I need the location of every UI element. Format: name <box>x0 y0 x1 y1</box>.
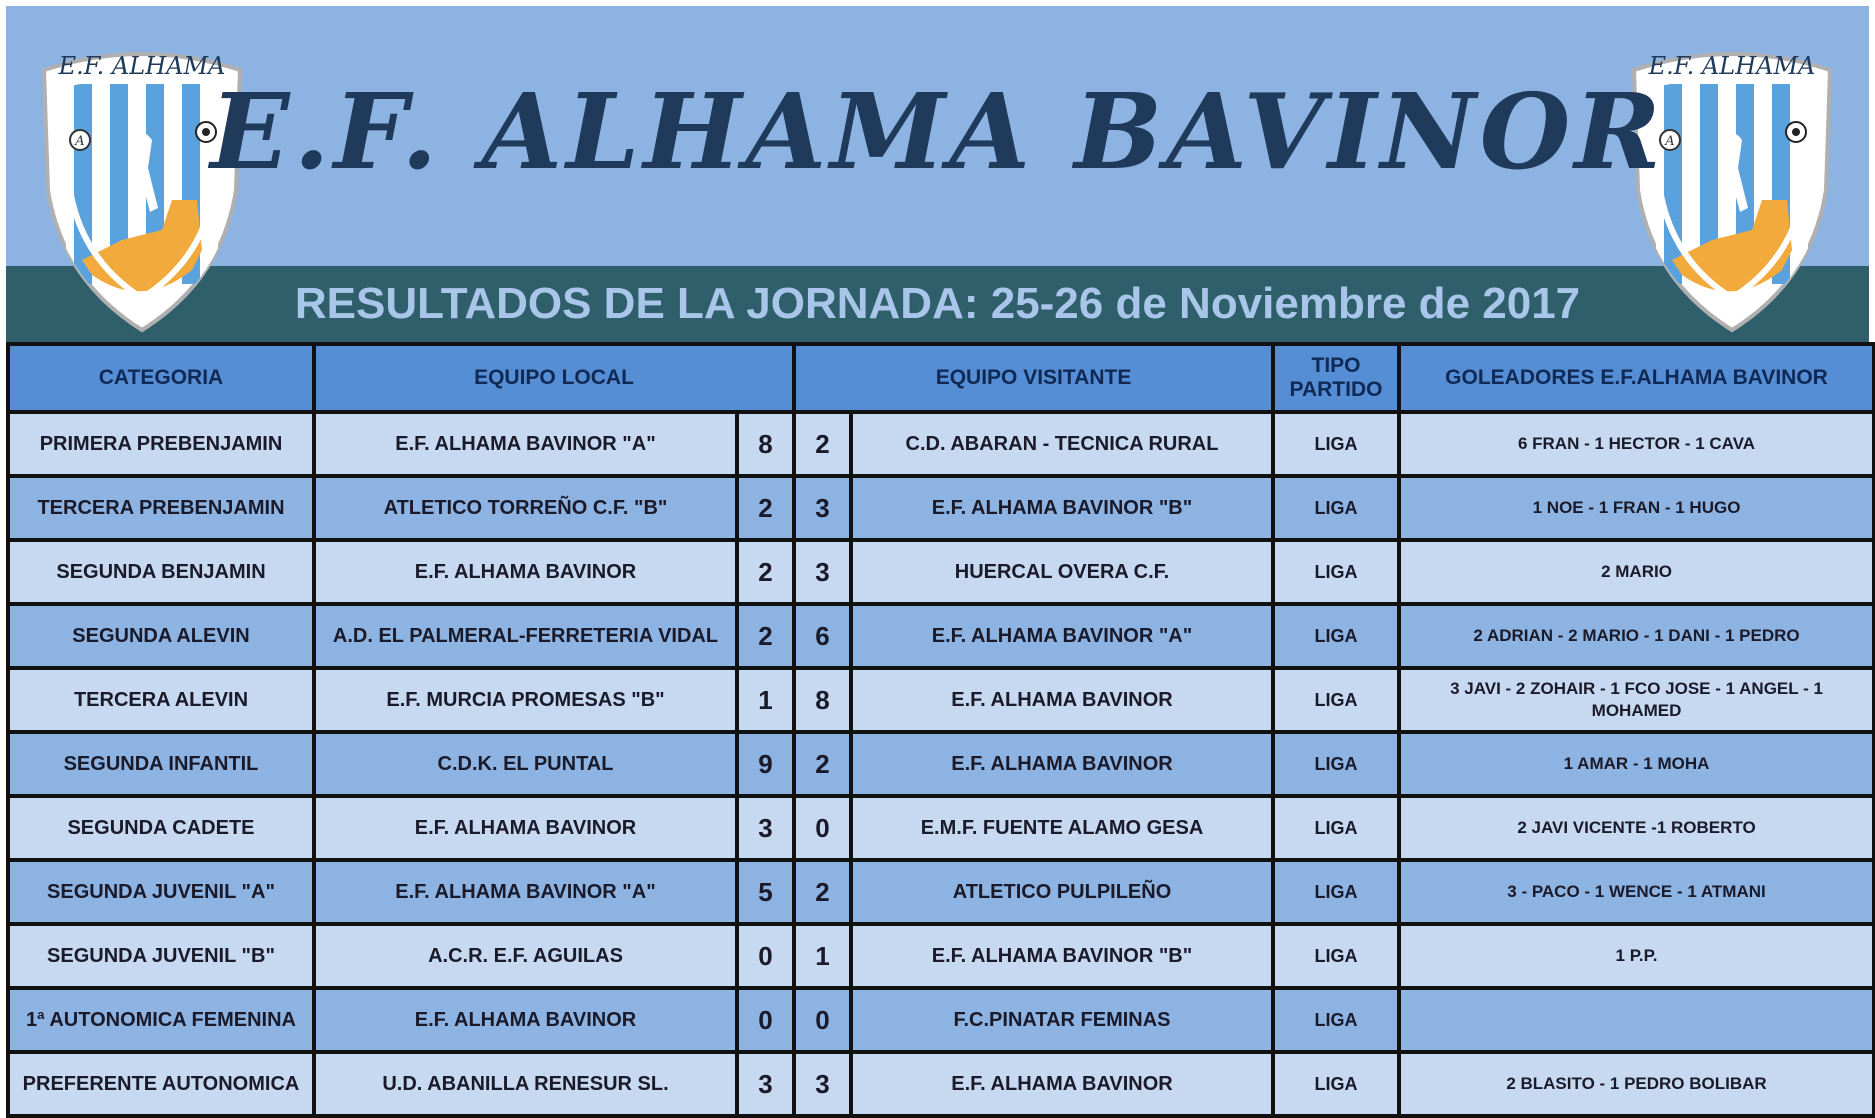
match-categoria: TERCERA ALEVIN <box>8 668 314 732</box>
match-local-team: E.F. ALHAMA BAVINOR "A" <box>314 860 737 924</box>
svg-text:A: A <box>75 134 85 149</box>
match-scorers: 1 AMAR - 1 MOHA <box>1399 732 1874 796</box>
match-local-team: A.C.R. E.F. AGUILAS <box>314 924 737 988</box>
match-scorers: 2 JAVI VICENTE -1 ROBERTO <box>1399 796 1874 860</box>
match-away-goals: 3 <box>794 1052 851 1116</box>
match-row <box>8 924 1874 988</box>
col-header-tipo-line1: TIPO <box>1311 354 1361 377</box>
match-type: LIGA <box>1273 924 1399 988</box>
match-local-goals: 0 <box>737 924 794 988</box>
svg-text:E.F. ALHAMA: E.F. ALHAMA <box>1648 52 1816 80</box>
match-categoria: SEGUNDA JUVENIL "A" <box>8 860 314 924</box>
match-away-team: ATLETICO PULPILEÑO <box>851 860 1273 924</box>
match-local-team: U.D. ABANILLA RENESUR SL. <box>314 1052 737 1116</box>
match-categoria: SEGUNDA ALEVIN <box>8 604 314 668</box>
match-away-team: E.F. ALHAMA BAVINOR "B" <box>851 476 1273 540</box>
match-row <box>8 732 1874 796</box>
match-categoria: SEGUNDA CADETE <box>8 796 314 860</box>
match-local-goals: 9 <box>737 732 794 796</box>
match-row <box>8 412 1874 476</box>
match-away-team: E.F. ALHAMA BAVINOR "A" <box>851 604 1273 668</box>
match-local-team: C.D.K. EL PUNTAL <box>314 732 737 796</box>
matchday-subtitle: RESULTADOS DE LA JORNADA: 25-26 de Noviembre de 2017 <box>294 279 1581 328</box>
match-type: LIGA <box>1273 988 1399 1052</box>
match-categoria: SEGUNDA BENJAMIN <box>8 540 314 604</box>
col-header-tipo <box>1273 344 1399 412</box>
match-away-goals: 3 <box>794 476 851 540</box>
match-away-goals: 2 <box>794 860 851 924</box>
col-header-goleadores: GOLEADORES E.F.ALHAMA BAVINOR <box>1399 344 1874 412</box>
col-header-visitante: EQUIPO VISITANTE <box>794 344 1273 412</box>
col-header-categoria: CATEGORIA <box>8 344 314 412</box>
match-scorers: 3 - PACO - 1 WENCE - 1 ATMANI <box>1399 860 1874 924</box>
match-scorers: 3 JAVI - 2 ZOHAIR - 1 FCO JOSE - 1 ANGEL - 1 MOHAMED <box>1399 668 1874 732</box>
match-away-team: E.F. ALHAMA BAVINOR <box>851 1052 1273 1116</box>
match-type: LIGA <box>1273 604 1399 668</box>
results-body <box>8 412 1874 1116</box>
match-local-team: E.F. ALHAMA BAVINOR <box>314 988 737 1052</box>
match-away-goals: 2 <box>794 732 851 796</box>
match-categoria: PREFERENTE AUTONOMICA <box>8 1052 314 1116</box>
match-row <box>8 1052 1874 1116</box>
match-row <box>8 476 1874 540</box>
match-local-goals: 2 <box>737 476 794 540</box>
match-local-goals: 3 <box>737 796 794 860</box>
svg-text:E.F. ALHAMA: E.F. ALHAMA <box>58 52 226 80</box>
match-row <box>8 668 1874 732</box>
match-local-goals: 5 <box>737 860 794 924</box>
match-row <box>8 988 1874 1052</box>
match-local-goals: 8 <box>737 412 794 476</box>
match-away-goals: 3 <box>794 540 851 604</box>
match-away-goals: 2 <box>794 412 851 476</box>
match-categoria: SEGUNDA INFANTIL <box>8 732 314 796</box>
match-type: LIGA <box>1273 540 1399 604</box>
page-title: E.F. ALHAMA BAVINOR <box>210 70 1665 193</box>
match-local-team: E.F. ALHAMA BAVINOR <box>314 796 737 860</box>
match-categoria: TERCERA PREBENJAMIN <box>8 476 314 540</box>
match-local-goals: 2 <box>737 540 794 604</box>
match-local-team: E.F. ALHAMA BAVINOR <box>314 540 737 604</box>
match-categoria: SEGUNDA JUVENIL "B" <box>8 924 314 988</box>
match-scorers: 1 P.P. <box>1399 924 1874 988</box>
match-scorers: 2 BLASITO - 1 PEDRO BOLIBAR <box>1399 1052 1874 1116</box>
match-away-team: C.D. ABARAN - TECNICA RURAL <box>851 412 1273 476</box>
results-header-row <box>8 344 1874 412</box>
col-header-local: EQUIPO LOCAL <box>314 344 794 412</box>
match-row <box>8 540 1874 604</box>
svg-text:A: A <box>1665 134 1675 149</box>
match-local-team: E.F. ALHAMA BAVINOR "A" <box>314 412 737 476</box>
match-row <box>8 860 1874 924</box>
col-header-tipo-line2: PARTIDO <box>1289 378 1383 401</box>
match-local-goals: 1 <box>737 668 794 732</box>
match-away-team: F.C.PINATAR FEMINAS <box>851 988 1273 1052</box>
match-local-team: ATLETICO TORREÑO C.F. "B" <box>314 476 737 540</box>
match-scorers: 1 NOE - 1 FRAN - 1 HUGO <box>1399 476 1874 540</box>
match-categoria: PRIMERA PREBENJAMIN <box>8 412 314 476</box>
match-type: LIGA <box>1273 860 1399 924</box>
match-local-goals: 0 <box>737 988 794 1052</box>
match-away-goals: 1 <box>794 924 851 988</box>
match-away-goals: 6 <box>794 604 851 668</box>
match-scorers: 2 MARIO <box>1399 540 1874 604</box>
match-categoria: 1ª AUTONOMICA FEMENINA <box>8 988 314 1052</box>
match-scorers <box>1399 988 1874 1052</box>
match-type: LIGA <box>1273 412 1399 476</box>
match-local-goals: 2 <box>737 604 794 668</box>
match-away-team: E.M.F. FUENTE ALAMO GESA <box>851 796 1273 860</box>
match-scorers: 2 ADRIAN - 2 MARIO - 1 DANI - 1 PEDRO <box>1399 604 1874 668</box>
match-away-team: HUERCAL OVERA C.F. <box>851 540 1273 604</box>
match-row <box>8 796 1874 860</box>
match-local-goals: 3 <box>737 1052 794 1116</box>
match-away-goals: 0 <box>794 796 851 860</box>
match-local-team: A.D. EL PALMERAL-FERRETERIA VIDAL <box>314 604 737 668</box>
results-table <box>6 342 1875 1118</box>
match-type: LIGA <box>1273 732 1399 796</box>
match-type: LIGA <box>1273 476 1399 540</box>
match-scorers: 6 FRAN - 1 HECTOR - 1 CAVA <box>1399 412 1874 476</box>
match-type: LIGA <box>1273 668 1399 732</box>
match-type: LIGA <box>1273 1052 1399 1116</box>
match-away-team: E.F. ALHAMA BAVINOR "B" <box>851 924 1273 988</box>
match-away-goals: 8 <box>794 668 851 732</box>
match-away-goals: 0 <box>794 988 851 1052</box>
match-local-team: E.F. MURCIA PROMESAS "B" <box>314 668 737 732</box>
match-away-team: E.F. ALHAMA BAVINOR <box>851 732 1273 796</box>
match-away-team: E.F. ALHAMA BAVINOR <box>851 668 1273 732</box>
match-row <box>8 604 1874 668</box>
match-type: LIGA <box>1273 796 1399 860</box>
